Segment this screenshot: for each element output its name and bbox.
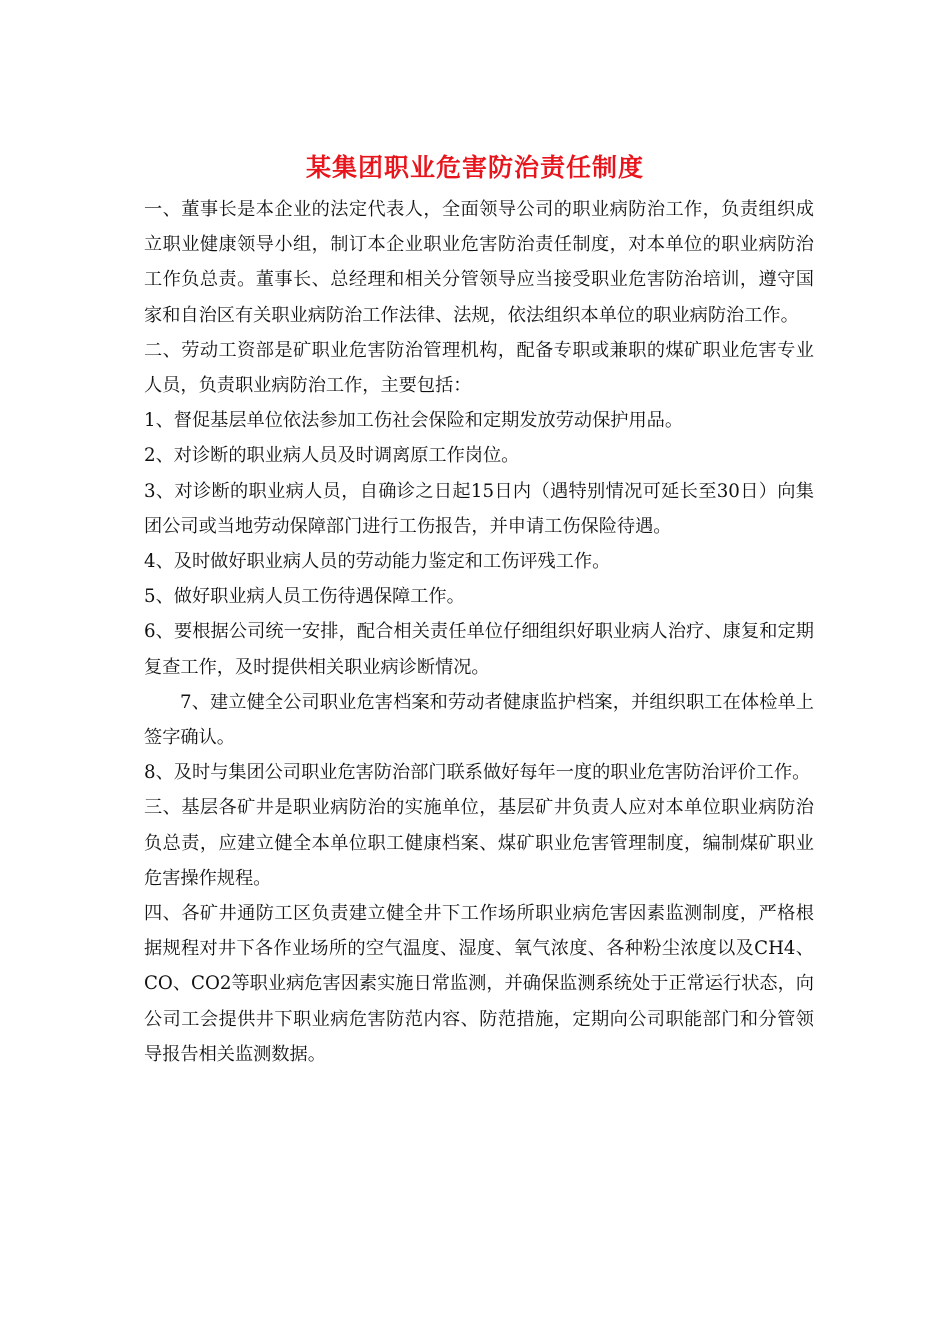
list-item-4: 4、及时做好职业病人员的劳动能力鉴定和工伤评残工作。 <box>144 551 611 573</box>
list-item-3: 3、对诊断的职业病人员，自确诊之日起15日内（遇特别情况可延长至30日）向集团公司或当地劳动保障部门进行工伤报告，并申请工伤保险待遇。 <box>144 480 814 537</box>
paragraph-section-1: 一、董事长是本企业的法定代表人，全面领导公司的职业病防治工作，负责组织成立职业健康领导小组，制订本企业职业危害防治责任制度，对本单位的职业病防治工作负总责。董事长、总经理和相关分管领导应当接受职业危害防治培训，遵守国家和自治区有关职业病防治工作法律、法规，依法组织本单位的职业病防治工作。 <box>144 199 814 326</box>
list-item-7: 7、建立健全公司职业危害档案和劳动者健康监护档案，并组织职工在体检单上签字确认。 <box>144 691 814 749</box>
list-item-1: 1、督促基层单位依法参加工伤社会保险和定期发放劳动保护用品。 <box>144 410 684 432</box>
list-item-8: 8、及时与集团公司职业危害防治部门联系做好每年一度的职业危害防治评价工作。 <box>144 762 811 784</box>
paragraph-section-3: 三、基层各矿井是职业病防治的实施单位，基层矿井负责人应对本单位职业病防治负总责，应建立健全本单位职工健康档案、煤矿职业危害管理制度，编制煤矿职业危害操作规程。 <box>144 797 814 889</box>
paragraph-section-2: 二、劳动工资部是矿职业危害防治管理机构，配备专职或兼职的煤矿职业危害专业人员，负责职业病防治工作，主要包括： <box>144 339 814 397</box>
document-title: 某集团职业危害防治责任制度 <box>305 153 644 182</box>
list-item-6: 6、要根据公司统一安排，配合相关责任单位仔细组织好职业病人治疗、康复和定期复查工作，及时提供相关职业病诊断情况。 <box>144 621 814 678</box>
list-item-5: 5、做好职业病人员工伤待遇保障工作。 <box>144 586 465 608</box>
paragraph-section-4: 四、各矿井通防工区负责建立健全井下工作场所职业病危害因素监测制度，严格根据规程对井下各作业场所的空气温度、湿度、氧气浓度、各种粉尘浓度以及CH4、CO、CO2等职业病危害因素实施日常监测，并确保监测系统处于正常运行状态，向公司工会提供井下职业病危害防范内容、防范措施，定期向公司职能部门和分管领导报告相关监测数据。 <box>144 903 814 1065</box>
list-item-2: 2、对诊断的职业病人员及时调离原工作岗位。 <box>144 445 520 467</box>
document-body <box>144 192 814 1072</box>
